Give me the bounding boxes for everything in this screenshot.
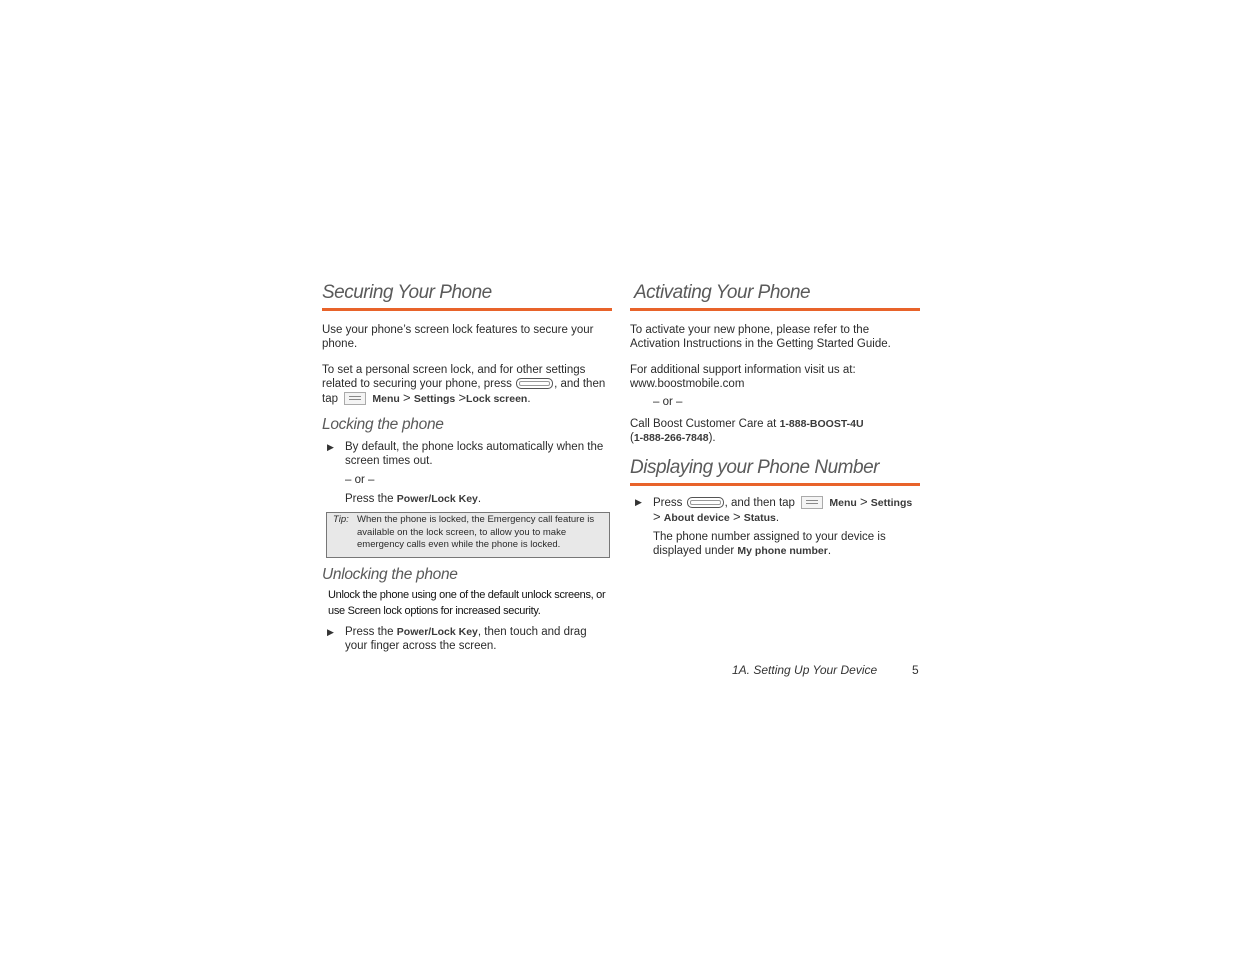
- power-lock-key-label: Power/Lock Key: [396, 625, 478, 638]
- set-lock-paragraph: [322, 363, 612, 406]
- locking-or: – or –: [345, 474, 375, 486]
- chevron-right-icon: >: [653, 509, 661, 524]
- period: .: [827, 545, 832, 557]
- section-title-activating: Activating Your Phone: [630, 280, 920, 311]
- activating-p2: For additional support information visit us at: www.boostmobile.com: [630, 364, 856, 390]
- unlocking-text: Unlock the phone using one of the default unlock screens, or use Screen lock options for increased security.: [328, 588, 606, 617]
- set-lock-text-1: To set a personal screen lock, and for other settings related to securing your phone, press: [322, 364, 586, 390]
- tip-text: When the phone is locked, the Emergency call feature is available on the lock screen, to allow you to make emergency calls even while the phone is locked.: [357, 514, 595, 550]
- menu-key-icon: [344, 392, 366, 405]
- about-device-label: About device: [663, 512, 730, 524]
- tip-box: [326, 512, 610, 558]
- left-column: [322, 280, 612, 653]
- home-key-icon: [687, 497, 724, 508]
- right-column: [630, 280, 920, 558]
- page-number: 5: [912, 663, 919, 677]
- assigned-number: [630, 530, 920, 558]
- call-care: [630, 417, 920, 445]
- menu-label: Menu: [372, 393, 400, 405]
- period: .: [775, 512, 780, 524]
- display-bullet: [630, 495, 920, 525]
- period: .: [527, 393, 531, 405]
- assigned-text: The phone number assigned to your device is displayed under: [653, 531, 886, 557]
- page-footer: [732, 663, 922, 677]
- bullet-arrow-icon: ▶: [327, 626, 334, 637]
- paren-open: (: [630, 432, 634, 444]
- my-phone-number-label: My phone number: [737, 545, 828, 557]
- press-text: Press the: [345, 493, 394, 505]
- chevron-right-icon: >: [458, 390, 467, 405]
- settings-label: Settings: [870, 497, 913, 509]
- press-text: Press the: [345, 625, 394, 638]
- chevron-right-icon: >: [859, 494, 868, 509]
- then-tap-text: , and then tap: [724, 497, 795, 509]
- bullet-arrow-icon: ▶: [635, 497, 642, 507]
- chevron-right-icon: >: [732, 509, 741, 524]
- subheading-unlocking: Unlocking the phone: [322, 565, 458, 583]
- settings-label: Settings: [413, 393, 456, 405]
- period: .: [477, 493, 482, 505]
- chapter-title: 1A. Setting Up Your Device: [732, 663, 878, 677]
- activating-or: – or –: [653, 396, 683, 408]
- set-lock-text-2: , and then tap: [322, 378, 606, 405]
- locking-bullet-text: By default, the phone locks automatically when the screen times out.: [345, 441, 604, 467]
- subheading-locking: Locking the phone: [322, 416, 444, 433]
- menu-key-icon: [801, 496, 823, 509]
- securing-intro: Use your phone’s screen lock features to secure your phone.: [322, 324, 594, 350]
- section-title-displaying: Displaying your Phone Number: [630, 455, 920, 486]
- locking-bullet: [322, 440, 612, 468]
- tip-label: Tip:: [333, 514, 349, 525]
- status-label: Status: [743, 512, 776, 524]
- press-text: Press: [653, 497, 683, 509]
- lock-screen-label: Lock screen: [466, 393, 528, 405]
- press-power-lock: [322, 492, 612, 506]
- care-number-2: 1-888-266-7848: [633, 432, 709, 444]
- care-number-1: 1-888-BOOST-4U: [779, 418, 864, 430]
- unlocking-bullet: [322, 625, 612, 653]
- home-key-icon: [516, 378, 553, 389]
- power-lock-key-label: Power/Lock Key: [396, 493, 478, 505]
- activating-p1: To activate your new phone, please refer to the Activation Instructions in the Getting Started Guide.: [630, 324, 891, 350]
- section-title-securing: Securing Your Phone: [322, 280, 612, 311]
- chevron-right-icon: >: [403, 390, 411, 405]
- paren-close: ).: [708, 432, 716, 444]
- unlocking-bullet-text: , then touch and drag your finger across the screen.: [345, 625, 587, 652]
- menu-label: Menu: [829, 497, 857, 509]
- call-text: Call Boost Customer Care at: [630, 418, 777, 430]
- bullet-arrow-icon: ▶: [327, 442, 334, 452]
